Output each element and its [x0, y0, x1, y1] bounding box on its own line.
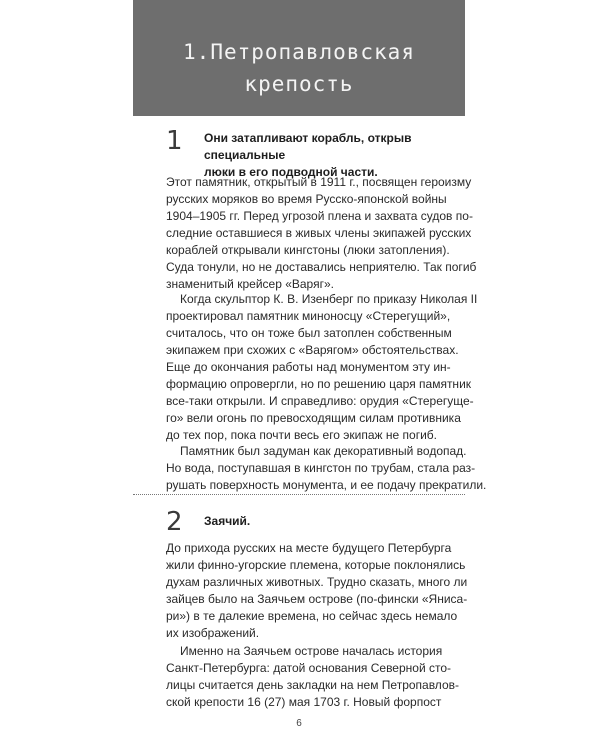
paragraph: [166, 643, 464, 711]
chapter-title-line-2: крепость: [244, 72, 354, 96]
text-line: их изображений.: [166, 626, 260, 640]
paragraph: [166, 443, 487, 494]
answer-heading-line: Заячий.: [204, 514, 251, 528]
text-line: До прихода русских на месте будущего Петербурга: [166, 541, 452, 555]
book-page: [133, 0, 487, 750]
section-divider: [133, 494, 465, 495]
text-line: 1904–1905 гг. Перед угрозой плена и захвата судов по-: [166, 209, 473, 223]
text-line: русских моряков во время Русско-японской войны: [166, 192, 447, 206]
text-line: формацию опровергли, но по решению царя памятник: [166, 377, 472, 391]
text-line: Суда тонули, но не доставались неприятелю. Так погиб: [166, 260, 477, 274]
answer-number: 2: [166, 507, 183, 537]
answer-heading-line: люки в его подводной части.: [204, 165, 378, 179]
text-line: жили финно-угорские племена, которые поклонялись: [166, 558, 466, 572]
paragraph: [166, 174, 477, 293]
text-line: Именно на Заячьем острове началась история: [180, 644, 443, 658]
page-number: 6: [296, 718, 302, 729]
text-line: зайцев было на Заячьем острове (по-фински «Яниса-: [166, 592, 468, 606]
answer-heading: [204, 513, 464, 530]
text-line: Но вода, поступавшая в кингстон по трубам, стала раз-: [166, 461, 476, 475]
chapter-title-line-1: 1.Петропавловская: [183, 40, 415, 64]
text-line: до тех пор, пока почти весь его экипаж не погиб.: [166, 428, 438, 442]
text-line: го» вели огонь по превосходящим силам противника: [166, 411, 461, 425]
text-line: Санкт-Петербурга: датой основания Северной сто-: [166, 661, 452, 675]
text-line: следние оставшиеся в живых члены экипажей русских: [166, 226, 472, 240]
paragraph: [166, 291, 478, 444]
text-line: ской крепости 16 (27) мая 1703 г. Новый форпост: [166, 695, 442, 709]
answer-heading-line: Они затапливают корабль, открыв специальные: [204, 131, 412, 162]
text-line: экипажем при схожих с «Варягом» обстоятельствах.: [166, 343, 459, 357]
text-line: рушать поверхность монумента, и ее подачу прекратили.: [166, 478, 487, 492]
text-line: Памятник был задуман как декоративный водопад.: [180, 444, 467, 458]
text-line: духам различных животных. Трудно сказать, много ли: [166, 575, 468, 589]
answer-number: 1: [166, 126, 183, 156]
text-line: Еще до окончания работы над монументом эту ин-: [166, 360, 451, 374]
text-line: Этот памятник, открытый в 1911 г., посвящен героизму: [166, 175, 472, 189]
text-line: считалось, что он тоже был затоплен собственным: [166, 326, 452, 340]
text-line: кораблей открывали кингстоны (люки затопления).: [166, 243, 450, 257]
text-line: все-таки открыли. И справедливо: орудия «Стерегуще-: [166, 394, 474, 408]
chapter-header: [133, 0, 465, 116]
text-line: проектировал памятник миноносцу «Стерегущий»,: [166, 309, 451, 323]
paragraph: [166, 540, 468, 642]
text-line: Когда скульптор К. В. Изенберг по приказу Николая II: [180, 292, 478, 306]
text-line: ри») в те далекие времена, но сейчас здесь немало: [166, 609, 458, 623]
text-line: знаменитый крейсер «Варяг».: [166, 277, 334, 291]
text-line: лицы считается день закладки на нем Петропавлов-: [166, 678, 459, 692]
